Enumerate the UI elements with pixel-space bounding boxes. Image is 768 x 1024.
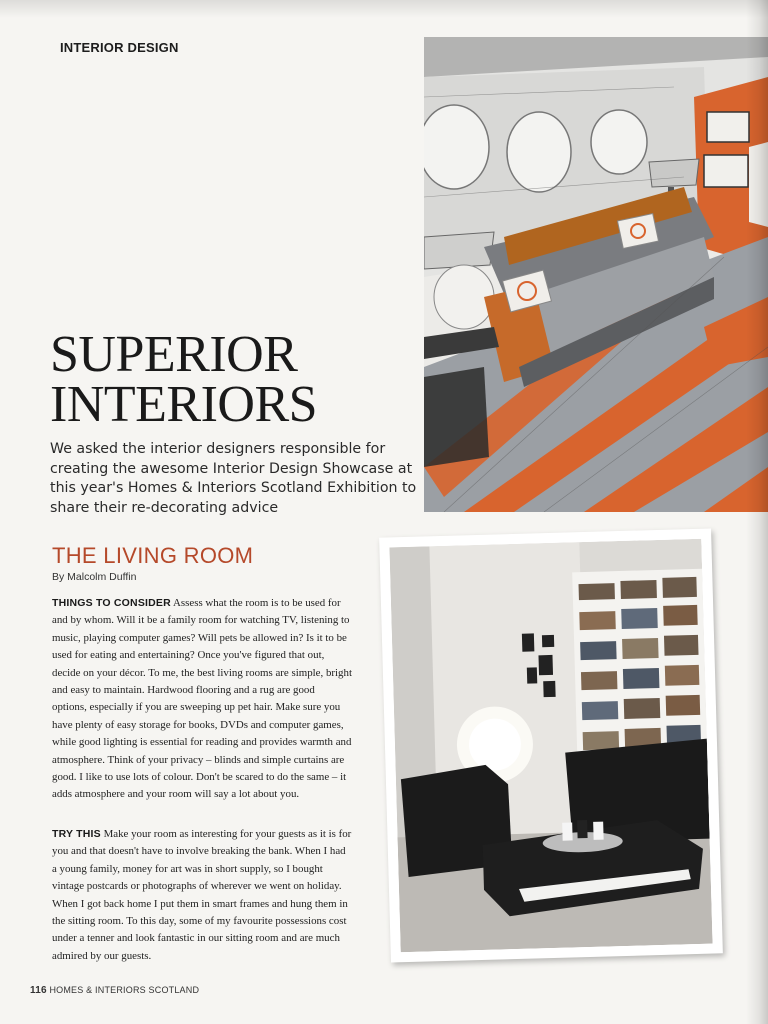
- page-footer: [30, 985, 199, 996]
- title-line-1: SUPERIOR: [50, 326, 298, 383]
- publication-name: HOMES & INTERIORS SCOTLAND: [49, 985, 200, 995]
- byline: By Malcolm Duffin: [52, 571, 137, 583]
- title-line-2: INTERIORS: [50, 376, 318, 433]
- interior-sketch-illustration: [424, 37, 768, 512]
- page-number: 116: [30, 985, 47, 996]
- article-intro: We asked the interior designers responsible for creating the awesome Interior Design Showcase at this year's Homes & Interiors Scotland Exhibition to share their re-decorating advice: [50, 441, 417, 516]
- paragraph-things-to-consider: [52, 595, 352, 804]
- article-title: [50, 326, 318, 433]
- lead-try-this: TRY THIS: [52, 828, 101, 840]
- living-room-photo: [389, 539, 712, 953]
- section-heading: THE LIVING ROOM: [52, 543, 254, 568]
- page-top-shadow: [0, 0, 768, 18]
- living-room-photo-frame: [379, 528, 723, 962]
- text-try-this: Make your room as interesting for your guests as it is for you and that doesn't have to involve breaking the bank. When I had a young family, money for art was in short supply, so I bought vintage postcards or photographs of wherever we went on holiday. When I got back home I put them in smart frames and hung them in the sitting room. To this day, some of my favourite possessions cost under a tenner and look fantastic in our sitting room and are much admired by our guests.: [52, 828, 352, 962]
- lead-things-to-consider: THINGS TO CONSIDER: [52, 597, 171, 609]
- section-label: INTERIOR DESIGN: [60, 40, 179, 55]
- text-things-to-consider: Assess what the room is to be used for and by whom. Will it be a family room for watching TV, listening to music, playing computer games? Will pets be allowed in? Is it to be used for eating and entertaining? Once you've figured that out, decide on your décor. To me, the best living rooms are simple, bright and easy to maintain. Hardwood flooring and a rug are good options, especially if you are sweeping up pet hair. Make sure you have plenty of easy storage for books, DVDs and computer games, while good lighting is essential for reading and provides warmth and atmosphere. Think of your privacy – blinds and simple curtains are good. I like to use lots of colour. Don't be scared to do the same – it adds atmosphere and your room will say a lot about you.: [52, 597, 352, 801]
- paragraph-try-this: [52, 826, 352, 965]
- page-edge-shadow: [746, 0, 768, 1024]
